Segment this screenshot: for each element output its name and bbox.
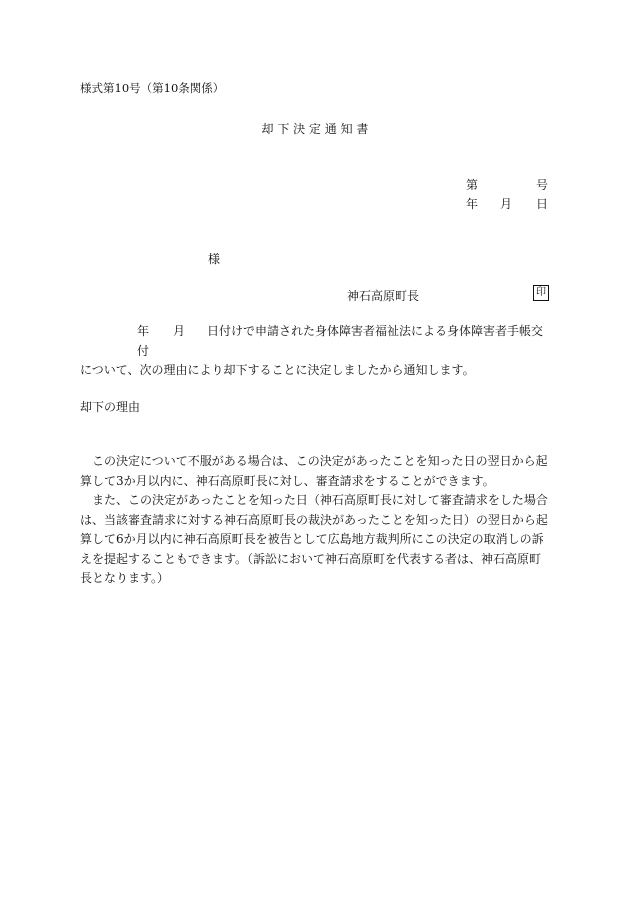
body-year: 年 [137, 324, 150, 338]
addressee-suffix: 様 [208, 252, 221, 266]
form-number: 様式第10号（第10条関係） [80, 81, 225, 95]
seal-box: 印 [533, 285, 549, 301]
date-month: 月 [500, 197, 513, 211]
appeal-paragraph-1: この決定について不服がある場合は、この決定があったことを知った日の翌日から起算して3か月以内に、神石高原町長に対し、審査請求をすることができます。 [80, 454, 548, 488]
notice-body [80, 322, 550, 381]
date-day: 日 [536, 197, 549, 211]
date-year: 年 [466, 197, 479, 211]
reference-go: 号 [536, 178, 549, 192]
body-line1-tail: 日付けで申請された身体障害者福祉法による身体障害者手帳交付 [137, 324, 544, 358]
body-month: 月 [173, 324, 186, 338]
document-title: 却 下 決 定 通 知 書 [261, 122, 369, 136]
issuer-name: 神石高原町長 [347, 289, 420, 303]
reason-heading: 却下の理由 [80, 400, 141, 414]
body-line-2: について、次の理由により却下することに決定しましたから通知します。 [80, 363, 475, 377]
reference-dai: 第 [466, 178, 479, 192]
appeal-notice [80, 452, 550, 589]
appeal-paragraph-2: また、この決定があったことを知った日（神石高原町長に対して審査請求をした場合は、当該審査請求に対する神石高原町長の裁決があったことを知った日）の翌日から起算して6か月以内に神石高原町長を被告として広島地方裁判所にこの決定の取消しの訴えを提起することもできます。（訴訟において神石高原町を代表する者は、神石高原町長となります。） [80, 493, 548, 585]
body-line-1 [80, 322, 550, 361]
